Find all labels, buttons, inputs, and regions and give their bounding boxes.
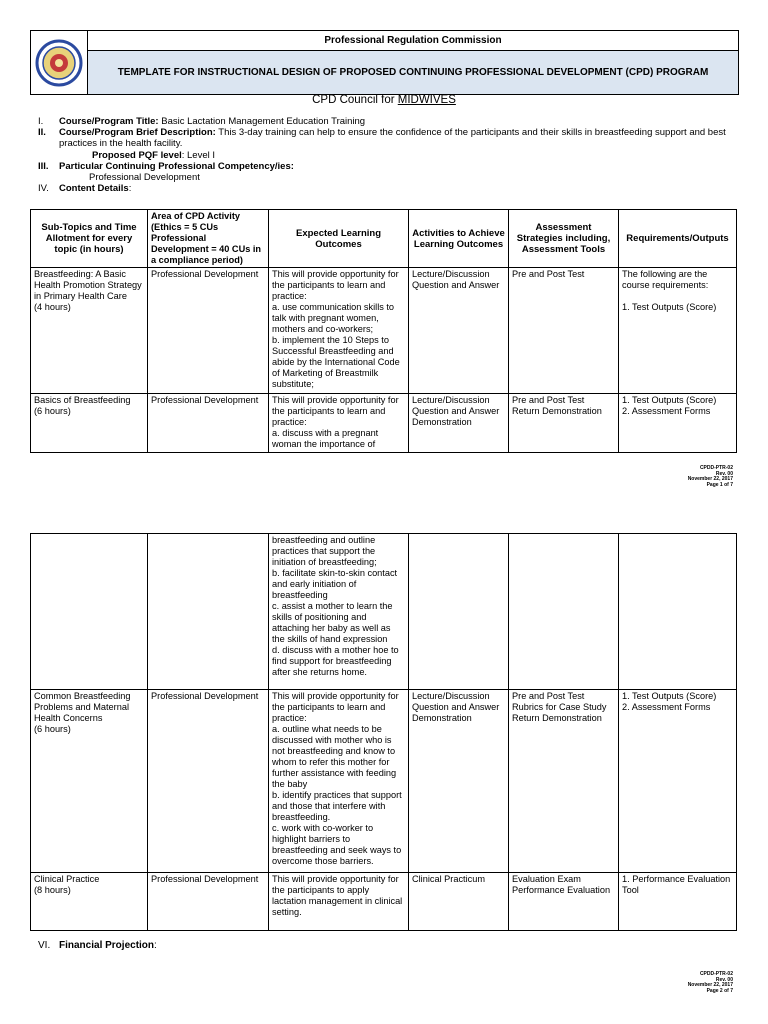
pqf-label: Proposed PQF level (92, 149, 182, 161)
revision: Rev. 00 (715, 976, 733, 983)
topic-text: Basics of Breastfeeding (6 hours) (34, 395, 131, 416)
table-row (31, 268, 737, 394)
topic-text: Common Breastfeeding Problems and Maternal Health Concerns (6 hours) (34, 691, 131, 734)
cell-outcomes (269, 690, 409, 873)
cell-area (148, 268, 269, 394)
table-row (31, 394, 737, 453)
section-number: II. (38, 127, 46, 139)
org-name: Professional Regulation Commission (88, 31, 738, 51)
cell-area (148, 394, 269, 453)
page-footer-2 (688, 972, 733, 994)
activities-text: Clinical Practicum (412, 874, 486, 884)
section-number: IV. (38, 183, 49, 195)
assessment-text: Pre and Post Test Return Demonstration (512, 395, 602, 416)
cell-outcomes (269, 534, 409, 690)
area-text: Professional Development (151, 269, 259, 279)
prc-seal-icon (31, 31, 88, 94)
area-text: Professional Development (151, 395, 259, 405)
doc-code: CPDD-PTR-02 (699, 971, 733, 977)
outcomes-text: This will provide opportunity for the participants to learn and practice: a. outline what needs to be discussed with mother who is not breastfeeding and know to whom to refer this mother for further assistance with feeding the baby b. identify practices that support and those that interfere with breastfeeding. c. work with co-worker to highlight barriers to breastfeeding and seek ways to overcome those barriers. (272, 691, 402, 866)
doc-code: CPDD-PTR-02 (699, 465, 733, 471)
area-text: Professional Development (151, 874, 259, 884)
activities-text: Lecture/Discussion Question and Answer (412, 269, 500, 290)
header-area: Area of CPD Activity (Ethics = 5 CUs Professional Development = 40 CUs in a compliance period) (148, 210, 269, 268)
content-table-page-1 (30, 209, 737, 453)
cell-topic (31, 268, 148, 394)
table-header-row (31, 210, 737, 268)
course-description-label: Course/Program Brief Description: (59, 127, 216, 139)
council-prefix: CPD Council for (312, 94, 398, 106)
financial-projection-heading (38, 940, 157, 951)
content-details-colon: : (128, 183, 132, 195)
section-number: I. (38, 116, 44, 127)
outcomes-text: This will provide opportunity for the participants to learn and practice: a. use communication skills to talk with pregnant women, mothers and co-workers; b. implement the 10 Steps to Successful Breastfeeding and abide by the International Code of Marketing of Breastmilk substitute; (272, 269, 400, 389)
pqf-value: : Level I (181, 149, 216, 161)
council-line (0, 94, 768, 106)
financial-projection-label: Financial Projection (59, 940, 155, 951)
cell-requirements (619, 268, 737, 394)
revision: Rev. 00 (715, 470, 733, 477)
competency-value: Professional Development (89, 172, 200, 184)
header-assessment: Assessment Strategies including, Assessment Tools (509, 210, 619, 268)
header-requirements: Requirements/Outputs (619, 210, 737, 268)
council-name: MIDWIVES (397, 94, 456, 106)
doc-date: November 22, 2017 (687, 982, 733, 988)
cell-outcomes (269, 268, 409, 394)
header-outcomes: Expected Learning Outcomes (269, 210, 409, 268)
cell-activities (409, 873, 509, 931)
requirements-text: 1. Test Outputs (Score) 2. Assessment Forms (622, 395, 717, 416)
course-description-value: This 3-day training can help to ensure the confidence of the participants and their skills in breastfeeding support and best practices in the health facility. (59, 127, 726, 150)
cell-activities (409, 534, 509, 690)
course-title-label: Course/Program Title: (59, 116, 159, 127)
header-activities: Activities to Achieve Learning Outcomes (409, 210, 509, 268)
cell-requirements (619, 690, 737, 873)
financial-projection-colon: : (154, 940, 157, 951)
page-number: Page 2 of 7 (706, 987, 733, 994)
requirements-text: The following are the course requirements: 1. Test Outputs (Score) (622, 269, 717, 312)
cell-requirements (619, 534, 737, 690)
table-row (31, 873, 737, 931)
topic-text: Clinical Practice (8 hours) (34, 874, 100, 895)
cell-activities (409, 394, 509, 453)
assessment-text: Pre and Post Test Rubrics for Case Study Return Demonstration (512, 691, 607, 723)
requirements-text: 1. Test Outputs (Score) 2. Assessment Forms (622, 691, 717, 712)
outcomes-text: This will provide opportunity for the participants to learn and practice: a. discuss with a pregnant woman the importance of (272, 395, 399, 449)
page-number: Page 1 of 7 (706, 481, 733, 488)
cell-area (148, 873, 269, 931)
topic-text: Breastfeeding: A Basic Health Promotion Strategy in Primary Health Care (4 hours) (34, 269, 142, 312)
cell-topic (31, 690, 148, 873)
cell-outcomes (269, 394, 409, 453)
document-header (30, 30, 739, 95)
assessment-text: Evaluation Exam Performance Evaluation (512, 874, 611, 895)
cell-assessment (509, 534, 619, 690)
content-table-page-2 (30, 533, 737, 931)
doc-date: November 22, 2017 (687, 476, 733, 482)
cell-area (148, 690, 269, 873)
cell-activities (409, 268, 509, 394)
cell-area (148, 534, 269, 690)
course-info (38, 116, 738, 194)
section-number: III. (38, 160, 49, 172)
cell-outcomes (269, 873, 409, 931)
cell-topic (31, 534, 148, 690)
content-details-label: Content Details (59, 183, 129, 195)
table-row (31, 534, 737, 690)
competency-label: Particular Continuing Professional Competency/ies: (59, 160, 294, 172)
table-row (31, 690, 737, 873)
area-text: Professional Development (151, 691, 259, 701)
cell-assessment (509, 690, 619, 873)
cell-assessment (509, 873, 619, 931)
requirements-text: 1. Performance Evaluation Tool (622, 874, 731, 895)
cell-assessment (509, 394, 619, 453)
assessment-text: Pre and Post Test (512, 269, 585, 279)
activities-text: Lecture/Discussion Question and Answer Demonstration (412, 691, 500, 723)
header-subtopics: Sub-Topics and Time Allotment for every topic (in hours) (31, 210, 148, 268)
activities-text: Lecture/Discussion Question and Answer Demonstration (412, 395, 500, 427)
cell-requirements (619, 873, 737, 931)
cell-assessment (509, 268, 619, 394)
cell-requirements (619, 394, 737, 453)
cell-activities (409, 690, 509, 873)
course-title-value: Basic Lactation Management Education Training (158, 116, 366, 127)
outcomes-text: This will provide opportunity for the participants to apply lactation management in clinical setting. (272, 874, 403, 917)
section-number: VI. (38, 940, 51, 951)
outcomes-text: breastfeeding and outline practices that support the initiation of breastfeeding; b. facilitate skin-to-skin contact and early initiation of breastfeeding c. assist a mother to learn the skills of positioning and attaching her baby as well as the skills of hand expression d. discuss with a mother hoe to find support for breastfeeding after she returns home. (272, 535, 399, 677)
cell-topic (31, 873, 148, 931)
cell-topic (31, 394, 148, 453)
page-footer-1 (688, 466, 733, 488)
template-title: TEMPLATE FOR INSTRUCTIONAL DESIGN OF PROPOSED CONTINUING PROFESSIONAL DEVELOPMENT (CPD) PROGRAM (88, 51, 738, 94)
